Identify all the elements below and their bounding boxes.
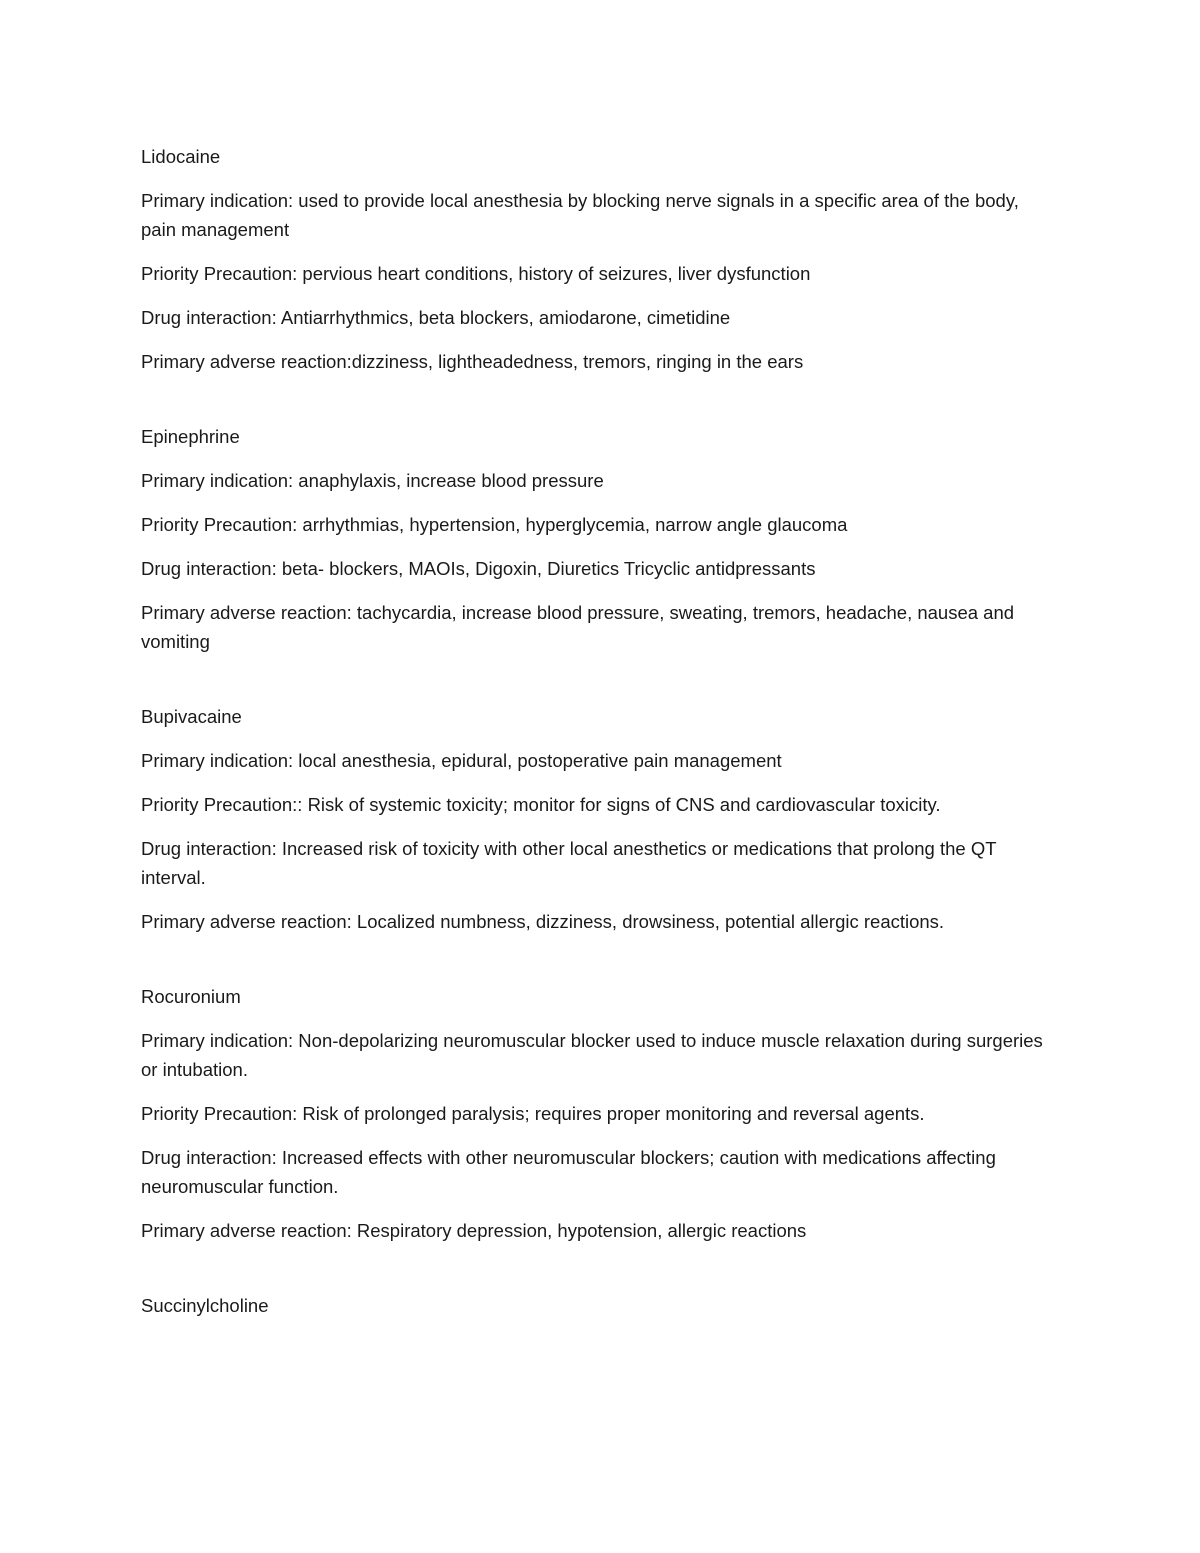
drug-section-succinylcholine [141,1291,1051,1320]
primary-adverse-reaction: Primary adverse reaction: Respiratory depression, hypotension, allergic reactions [141,1220,807,1241]
primary-indication: Primary indication: local anesthesia, epidural, postoperative pain management [141,750,782,771]
drug-name: Epinephrine [141,426,240,447]
drug-section-rocuronium [141,982,1051,1245]
primary-indication: Primary indication: anaphylaxis, increase blood pressure [141,470,604,491]
primary-adverse-reaction: Primary adverse reaction:dizziness, lightheadedness, tremors, ringing in the ears [141,351,804,372]
priority-precaution: Priority Precaution: arrhythmias, hypertension, hyperglycemia, narrow angle glaucoma [141,514,848,535]
drug-interaction: Drug interaction: beta- blockers, MAOIs, Digoxin, Diuretics Tricyclic antidpressants [141,558,816,579]
drug-interaction: Drug interaction: Increased effects with other neuromuscular blockers; caution with medications affecting neuromuscular function. [141,1147,996,1197]
primary-adverse-reaction: Primary adverse reaction: Localized numbness, dizziness, drowsiness, potential allergic reactions. [141,911,945,932]
drug-interaction: Drug interaction: Increased risk of toxicity with other local anesthetics or medications that prolong the QT interval. [141,838,997,888]
drug-section-epinephrine [141,422,1051,656]
drug-name: Rocuronium [141,986,241,1007]
priority-precaution: Priority Precaution:: Risk of systemic toxicity; monitor for signs of CNS and cardiovascular toxicity. [141,794,941,815]
primary-indication: Primary indication: used to provide local anesthesia by blocking nerve signals in a specific area of the body, pain management [141,190,1019,240]
drug-name: Lidocaine [141,146,221,167]
primary-adverse-reaction: Primary adverse reaction: tachycardia, increase blood pressure, sweating, tremors, headache, nausea and vomiting [141,602,1015,652]
drug-name: Succinylcholine [141,1295,269,1316]
drug-interaction: Drug interaction: Antiarrhythmics, beta blockers, amiodarone, cimetidine [141,307,731,328]
document-page [141,142,1051,1366]
drug-section-bupivacaine [141,702,1051,936]
primary-indication: Primary indication: Non-depolarizing neuromuscular blocker used to induce muscle relaxation during surgeries or intubation. [141,1030,1043,1080]
priority-precaution: Priority Precaution: pervious heart conditions, history of seizures, liver dysfunction [141,263,811,284]
priority-precaution: Priority Precaution: Risk of prolonged paralysis; requires proper monitoring and reversal agents. [141,1103,925,1124]
drug-name: Bupivacaine [141,706,242,727]
drug-section-lidocaine [141,142,1051,376]
